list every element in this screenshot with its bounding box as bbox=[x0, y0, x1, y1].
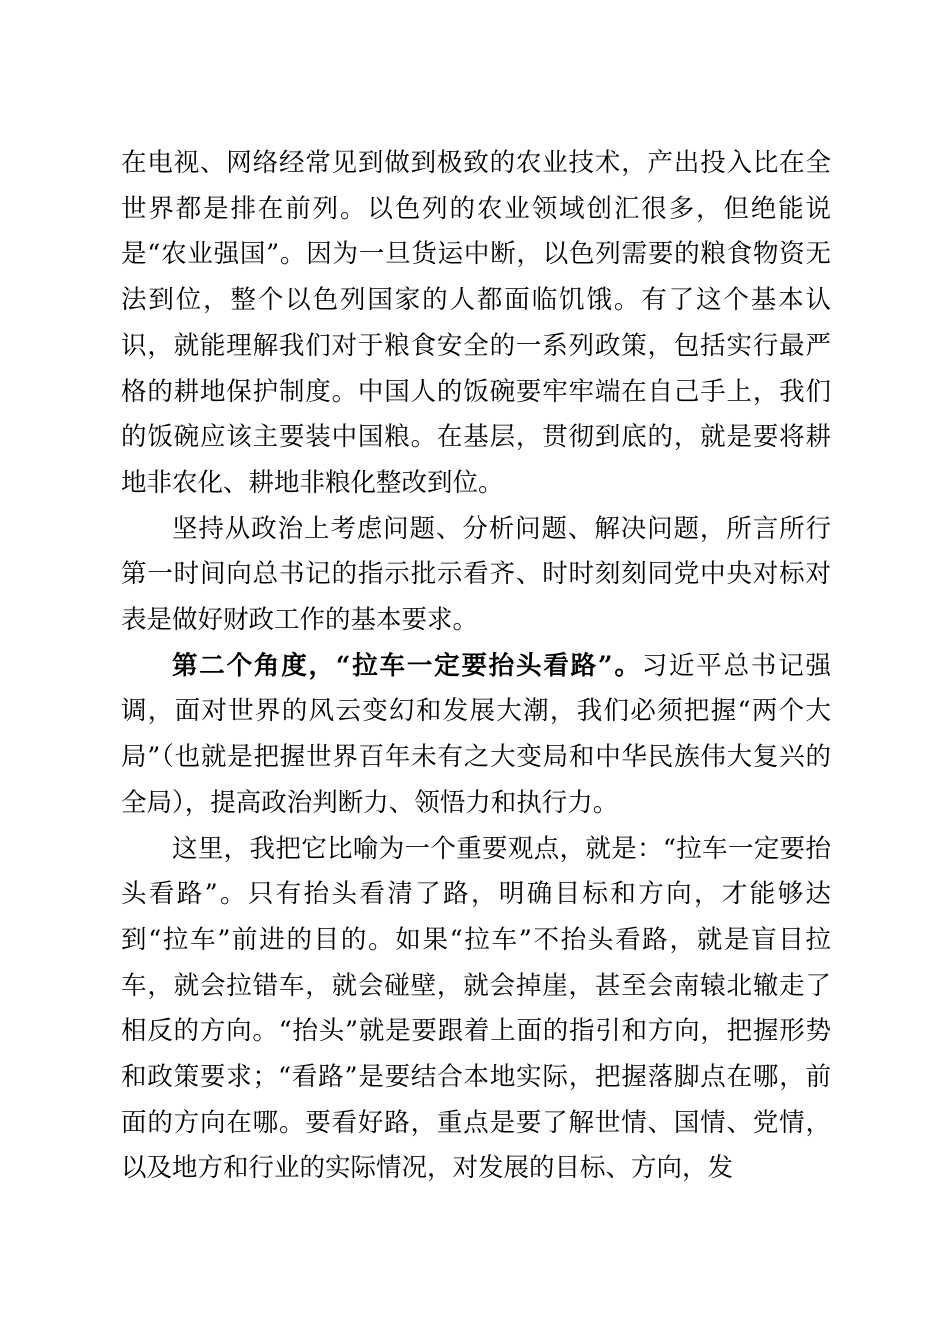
paragraph-text: 在电视、网络经常见到做到极致的农业技术，产出投入比在全世界都是排在前列。以色列的农业领域创汇很多，但绝能说是“农业强国”。因为一旦货运中断，以色列需要的粮食物资无法到位，整个以色列国家的人都面临饥饿。有了这个基本认识，就能理解我们对于粮食安全的一系列政策，包括实行最严格的耕地保护制度。中国人的饭碗要牢牢端在自己手上，我们的饭碗应该主要装中国粮。在基层，贯彻到底的，就是要将耕地非农化、耕地非粮化整改到位。 bbox=[121, 148, 831, 498]
document-body bbox=[121, 141, 831, 1192]
paragraph-food-security bbox=[121, 141, 831, 507]
paragraph-text: 这里，我把它比喻为一个重要观点，就是：“拉车一定要抬头看路”。只有抬头看清了路，明确目标和方向，才能够达到“拉车”前进的目的。如果“拉车”不抬头看路，就是盲目拉车，就会拉错车，就会碰壁，就会掉崖，甚至会南辕北辙走了相反的方向。“抬头”就是要跟着上面的指引和方向，把握形势和政策要求；“看路”是要结合本地实际，把握落脚点在哪，前面的方向在哪。要看好路，重点是要了解世情、国情、党情，以及地方和行业的实际情况，对发展的目标、方向，发 bbox=[121, 833, 831, 1184]
paragraph-political-requirement bbox=[121, 507, 831, 644]
paragraph-second-angle bbox=[121, 644, 831, 827]
paragraph-text: 习近平总书记强调，面对世界的风云变幻和发展大潮，我们必须把握“两个大局”（也就是把握世界百年未有之大变局和中华民族伟大复兴的全局），提高政治判断力、领悟力和执行力。 bbox=[121, 650, 831, 818]
paragraph-text: 坚持从政治上考虑问题、分析问题、解决问题，所言所行第一时间向总书记的指示批示看齐、时时刻刻同党中央对标对表是做好财政工作的基本要求。 bbox=[121, 513, 831, 636]
paragraph-pulling-cart-metaphor bbox=[121, 827, 831, 1193]
paragraph-lead-heading: 第二个角度，“拉车一定要抬头看路”。 bbox=[172, 650, 642, 681]
